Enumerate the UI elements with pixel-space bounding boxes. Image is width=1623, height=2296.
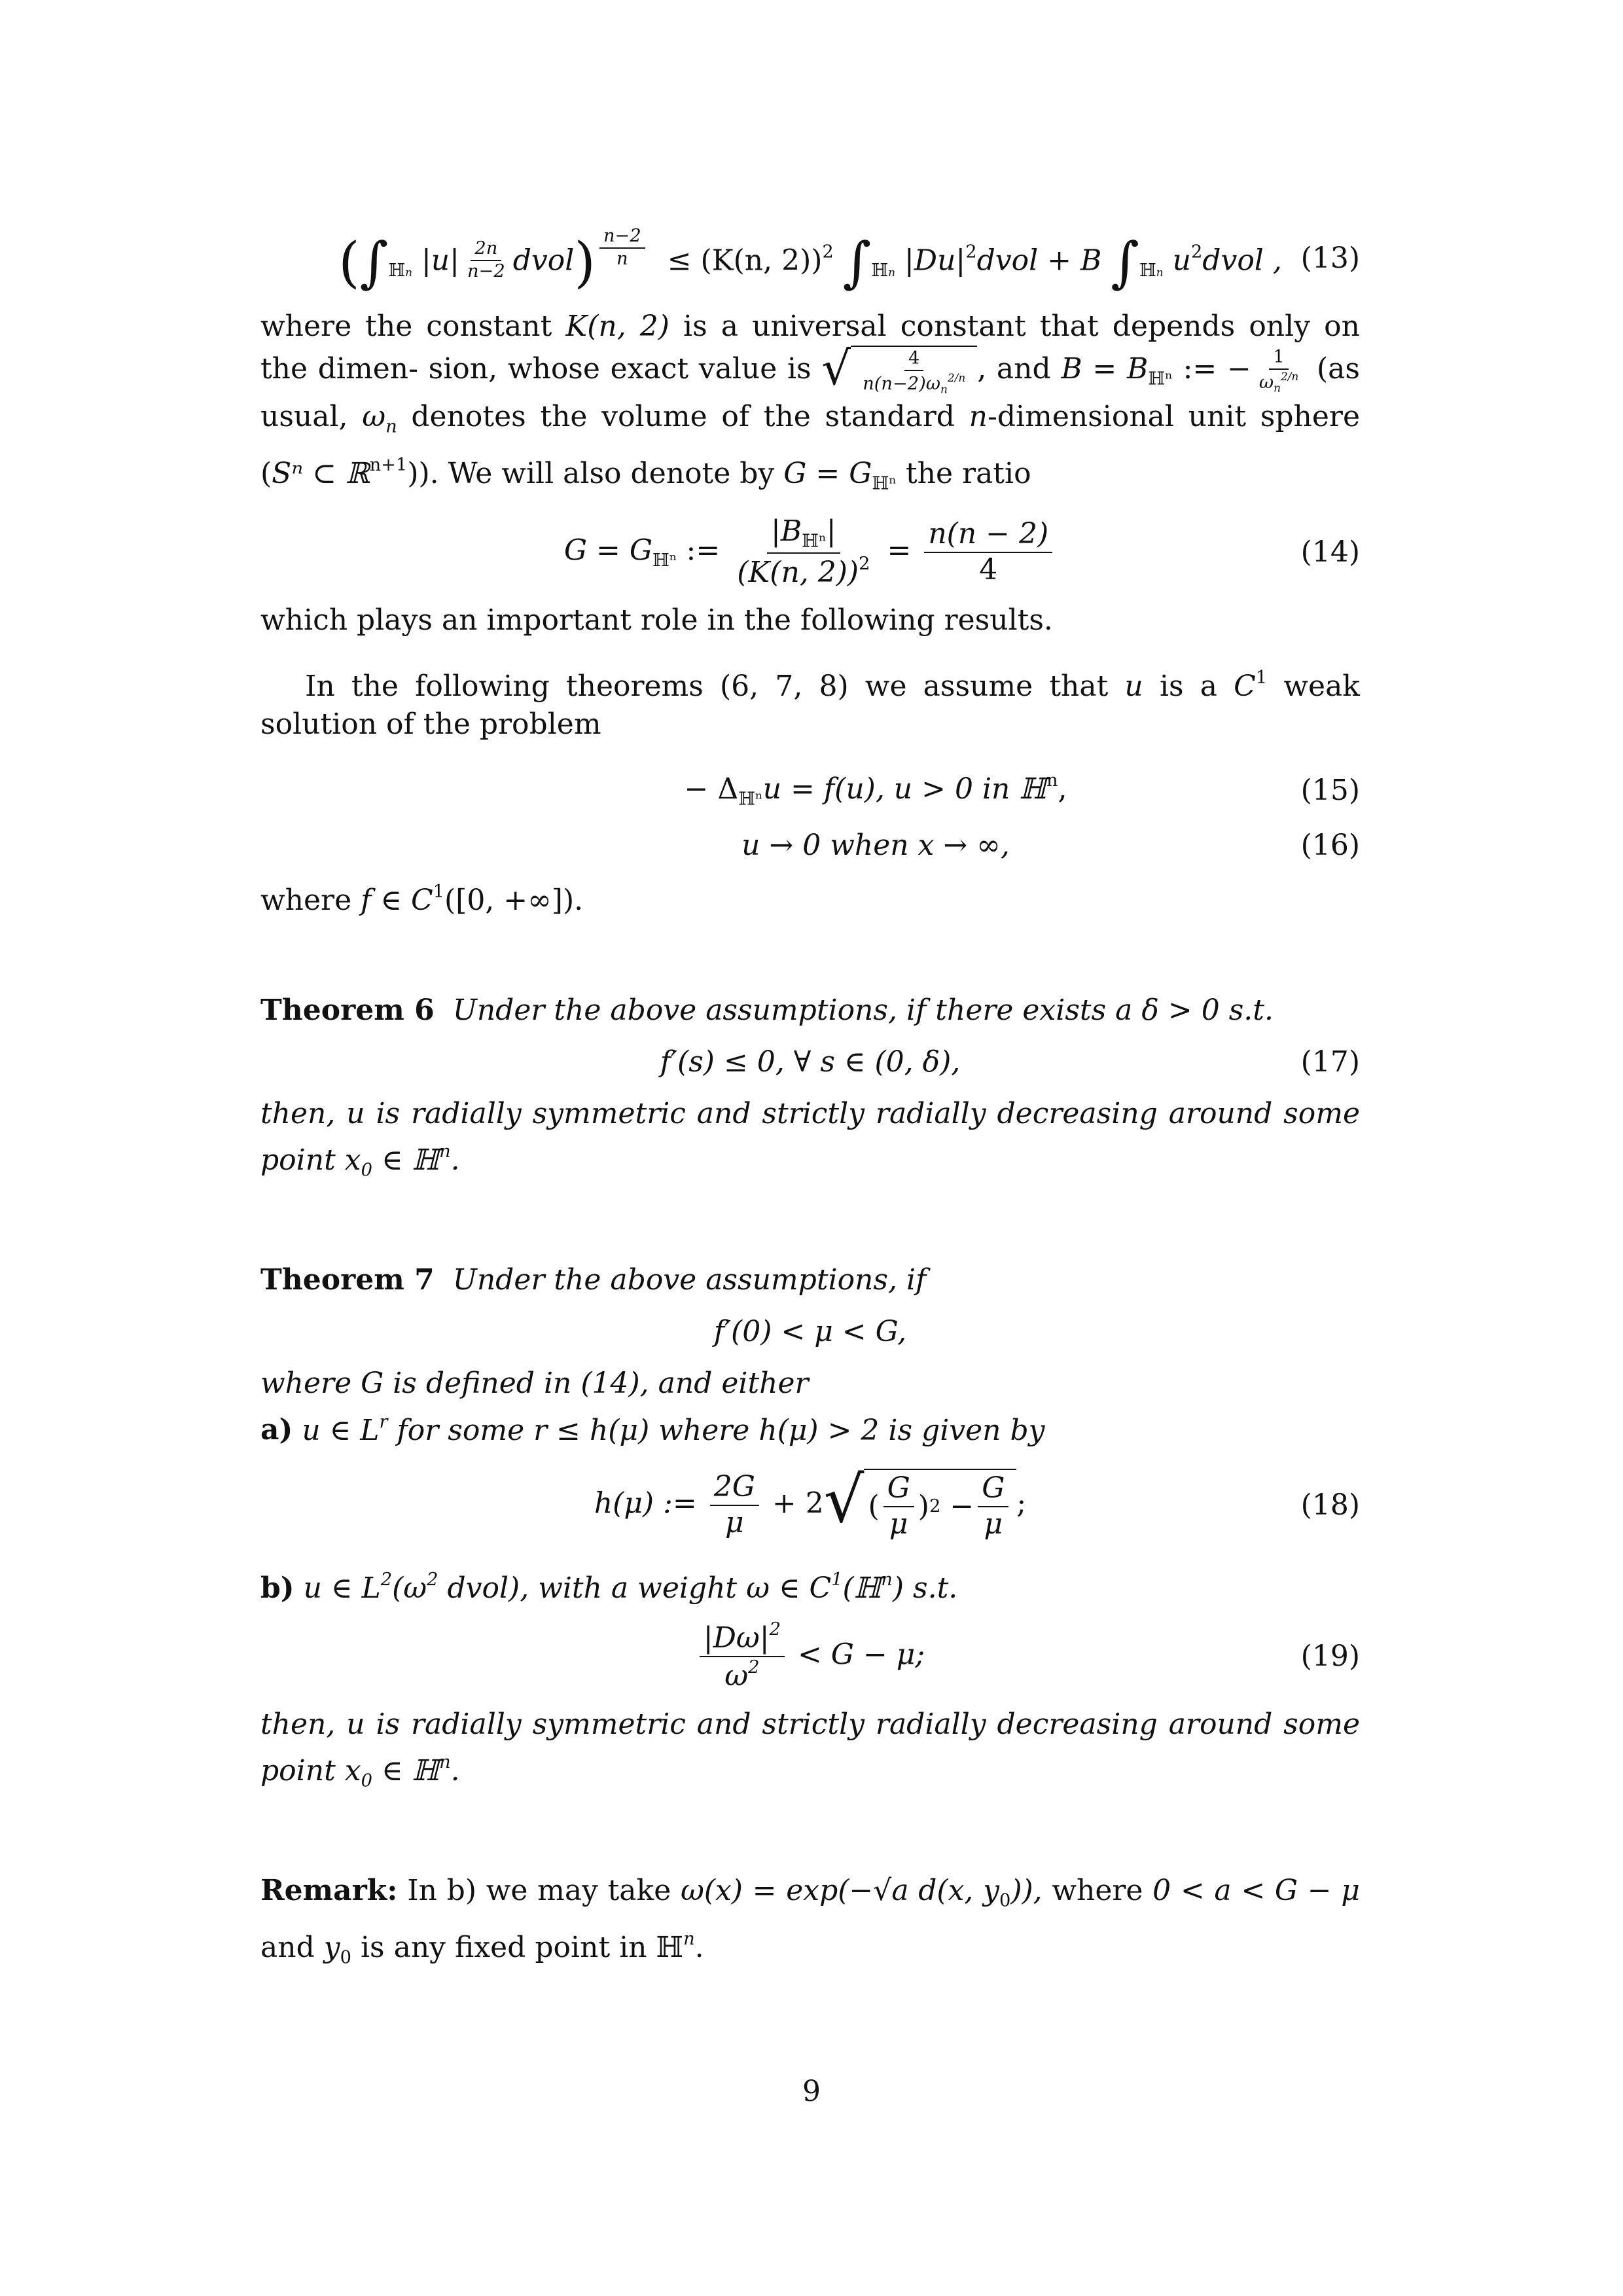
- equation-number: (13): [1300, 242, 1360, 275]
- paragraph-where-f: where f ∈ $C^1([0$, +∞]).: [260, 881, 584, 917]
- sqrt-h: √ ( $\frac{G}{\mu}$ ) 2 − $\frac{G}{\mu}$: [824, 1469, 1017, 1542]
- theorem-7-case-a: a) u ∈ $L^r$ for some r ≤ h(μ) where h(μ) > 2 is given by: [260, 1411, 1045, 1447]
- equation-thm7-condition: f′(0) < μ < G,: [713, 1315, 907, 1349]
- theorem-7: Theorem 7 Under the above assumptions, if: [260, 1263, 927, 1297]
- u-tail: dvol ,: [1202, 243, 1282, 278]
- integral-sign-2: ∫: [842, 230, 872, 295]
- paren-open: (: [338, 230, 360, 295]
- integral-sign-3: ∫: [1111, 230, 1139, 295]
- u-term: u: [1172, 243, 1191, 278]
- remark: Remark: In b) we may take ω(x) = exp(−√a d(x, $y_0$)), where 0 < a < G − μ and $y_0$ is any fixed point in ℍ$^n$.: [260, 1874, 1360, 1968]
- inline-frac: $\frac{1}{\omega_n^{2/n}}$: [1258, 347, 1299, 395]
- dvol-label: dvol: [512, 243, 575, 278]
- equation-number: (19): [1300, 1639, 1360, 1673]
- outer-exponent-frac: $\frac{n-2}{n}$: [599, 226, 645, 270]
- page-content: [260, 209, 1360, 1977]
- equation-18: h(μ) := $\frac{2G}{\mu}$ + 2 √ ( $\frac{G}{\mu}$ ) 2 − $\frac{G}{\mu}$ ; (18): [594, 1462, 1360, 1541]
- domain-label-3: ℍn: [1139, 260, 1164, 281]
- equation-number: (17): [1300, 1045, 1360, 1079]
- theorem-7-conclusion: then, u is radially symmetric and strictly radially decreasing around some point $x_0$ ∈ ℍ$^n$.: [260, 1707, 1360, 1791]
- theorem-6-title: Theorem 6: [260, 993, 435, 1027]
- paragraph-role: which plays an important role in the following results.: [260, 603, 1053, 637]
- frac-dw-w: $\frac{|D\omega|^2}{\omega^2}$: [700, 1619, 785, 1694]
- sqrt-expression: √ $\frac{4}{n(n-2)\omega_n^{2/n}}$: [821, 346, 977, 396]
- paragraph-constant: where the constant K(n, 2) is a universal constant that depends only on the dimen- sion, whose exact value is √ $\frac{4}{n(n-2)\omega_n^{2/n}}$ , and $B = B_{ℍ^n}$ := − $\frac{1}{\omega_n^{2/n}}$ (as usual, $\omega_n$ denotes the volume of the standard n-dimensional unit sphere (Sⁿ ⊂ ℝ$^{n+1}$)). We will also denote by $G = G_{ℍ^n}$ the ratio: [260, 310, 1360, 494]
- equation-16: u → 0 when x → ∞, (16): [260, 818, 1360, 873]
- theorem-7-case-b: b) u ∈ $L^2(\omega^2$ dvol), with a weight ω ∈ $C^1(ℍ^n)$ s.t.: [260, 1569, 958, 1605]
- exponent-frac: $\frac{2n}{n-2}$: [467, 238, 505, 281]
- remark-title: Remark:: [260, 1874, 398, 1908]
- equation-number: (16): [1300, 828, 1360, 862]
- theorem-7-where: where G is defined in (14), and either: [260, 1367, 809, 1401]
- du-term: |Du|: [904, 243, 966, 278]
- du-tail: dvol + B: [976, 243, 1102, 278]
- domain-label-2: ℍn: [871, 260, 895, 281]
- frac-n-over-4: $\frac{n(n - 2)}{4}$: [924, 517, 1052, 588]
- domain-label: ℍn: [388, 260, 412, 281]
- theorem-6: Theorem 6 Under the above assumptions, if there exists a δ > 0 s.t.: [260, 993, 1274, 1027]
- theorem-6-conclusion: then, u is radially symmetric and strictly radially decreasing around some point $x_0$ ∈ ℍ$^n$.: [260, 1096, 1360, 1181]
- equation-17: f′(s) ≤ 0, ∀ s ∈ (0, δ), (17): [260, 1030, 1360, 1095]
- integral-sign: ∫: [359, 230, 389, 295]
- paragraph-assumption: In the following theorems (6, 7, 8) we assume that u is a $C^1$ weak solution of the problem: [260, 667, 1360, 741]
- frac-2g-mu: $\frac{2G}{\mu}$: [710, 1470, 759, 1541]
- equation-14: $G = G_{ℍ^n}$ := $\frac{|B_{ℍ^n}|}{(K(n, 2))^2}$ = $\frac{n(n - 2)}{4}$ (14): [563, 514, 1360, 589]
- abs-u: |u|: [421, 243, 459, 278]
- paren-close: ): [574, 230, 596, 295]
- theorem-7-title: Theorem 7: [260, 1263, 435, 1297]
- page-number: 9: [802, 2075, 821, 2108]
- equation-13: ($\int_{ℍn}$ |u| $\frac{2n}{n-2}$ dvol) $\frac{n-2}{n}$ ≤ (K(n, 2))$^2$ $\int_{ℍn}$ $|Du|^2dvol + B$ $\int_{ℍn}$ $u^2dvol$ , (13): [338, 225, 1360, 295]
- equation-number: (14): [1300, 535, 1360, 569]
- frac-b-over-k: $\frac{|B_{ℍ^n}|}{(K(n, 2))^2}$: [737, 514, 870, 589]
- rel-k: ≤ (K(n, 2)): [667, 243, 823, 278]
- equation-15: − $\Delta_{ℍ^n}u = f(u)$, u > 0 in ℍ$^n$, (15): [684, 770, 1360, 810]
- equation-19: $\frac{|D\omega|^2}{\omega^2}$ < G − μ; (19): [260, 1607, 1360, 1706]
- equation-number: (18): [1300, 1488, 1360, 1522]
- equation-number: (15): [1300, 773, 1360, 807]
